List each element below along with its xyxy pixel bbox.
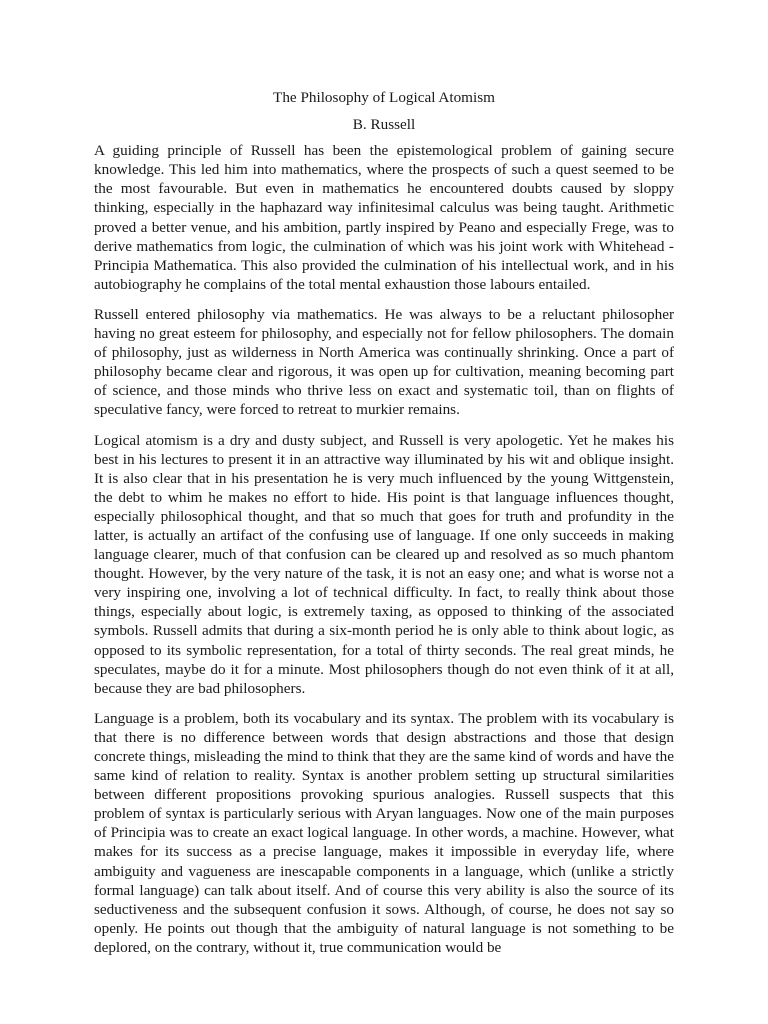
paragraph: A guiding principle of Russell has been the epistemological problem of gaining secure knowledge. This led him into mathematics, where the prospects of such a quest seemed to be the most favourable. But even in mathematics he encountered doubts caused by sloppy thinking, especially in the haphazard way infinitesimal calculus was being taught. Arithmetic proved a better venue, and his ambition, partly inspired by Peano and especially Frege, was to derive mathematics from logic, the culmination of which was his joint work with Whitehead - Principia Mathematica. This also provided the culmination of his intellectual work, and in his autobiography he complains of the total mental exhaustion those labours entailed. (94, 142, 674, 293)
paragraph: Russell entered philosophy via mathematics. He was always to be a reluctant philosopher having no great esteem for philosophy, and especially not for fellow philosophers. The domain of philosophy, just as wilderness in North America was continually shrinking. Once a part of philosophy became clear and rigorous, it was open up for cultivation, meaning becoming part of science, and those minds who thrive less on exact and systematic toil, than on flights of speculative fancy, were forced to retreat to murkier remains. (94, 305, 674, 419)
paragraph: Language is a problem, both its vocabulary and its syntax. The problem with its vocabulary is that there is no difference between words that design abstractions and those that design concrete things, misleading the mind to think that they are the same kind of words and have the same kind of relation to reality. Syntax is another problem setting up structural similarities between different propositions provoking spurious analogies. Russell suspects that this problem of syntax is particularly serious with Aryan languages. Now one of the main purposes of Principia was to create an exact logical language. In other words, a machine. However, what makes for its success as a precise language, makes it impossible in everyday life, where ambiguity and vagueness are inescapable components in a language, which (unlike a strictly formal language) can talk about itself. And of course this very ability is also the source of its seductiveness and the subsequent confusion it sows. Although, of course, he does not say so openly. He points out though that the ambiguity of natural language is not something to be deplored, on the contrary, without it, true communication would be (94, 709, 674, 956)
document-page (94, 88, 674, 968)
document-author: B. Russell (352, 116, 416, 134)
paragraph: Logical atomism is a dry and dusty subject, and Russell is very apologetic. Yet he makes his best in his lectures to present it in an attractive way illuminated by his wit and oblique insight. It is also clear that in his presentation he is very much influenced by the young Wittgenstein, the debt to whim he makes no effort to hide. His point is that language influences thought, especially philosophical thought, and that so much that goes for truth and profundity in the latter, is actually an artifact of the confusing use of language. If one only succeeds in making language clearer, much of that confusion can be cleared up and resolved as so much phantom thought. However, by the very nature of the task, it is not an easy one; and what is worse not a very inspiring one, involving a lot of technical difficulty. In fact, to really think about those things, especially about logic, is extremely taxing, as opposed to thinking of the associated symbols. Russell admits that during a six-month period he is only able to think about logic, as opposed to its symbolic representation, for a total of thirty seconds. The real great minds, he speculates, maybe do it for a minute. Most philosophers though do not even think of it at all, because they are bad philosophers. (94, 431, 674, 697)
document-title: The Philosophy of Logical Atomism (273, 89, 495, 106)
